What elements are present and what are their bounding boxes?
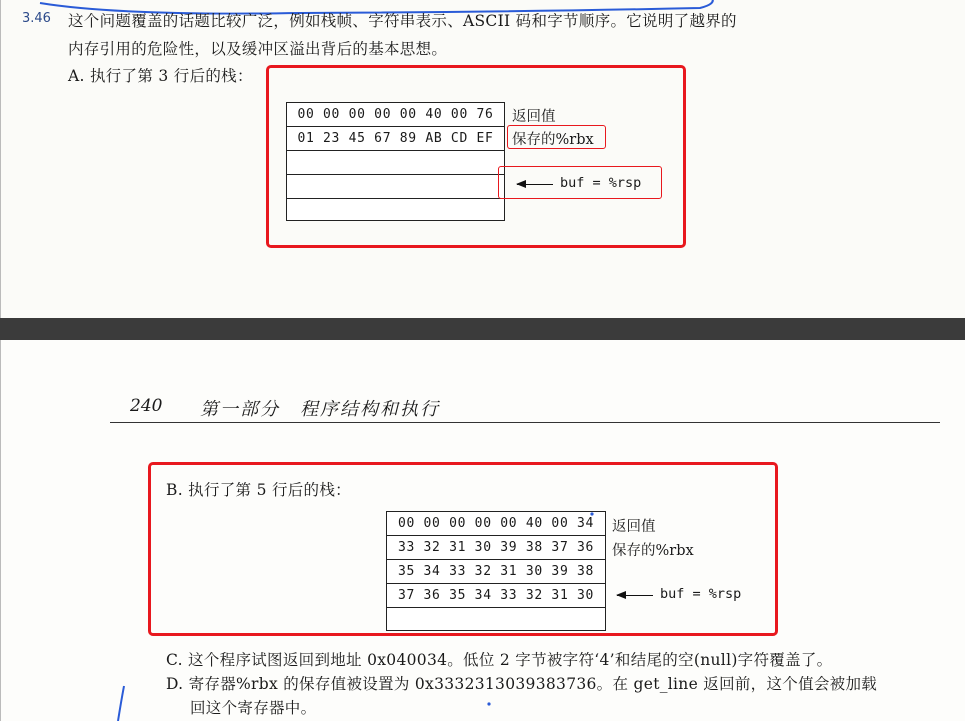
part-d-text-line1: D. 寄存器%rbx 的保存值被设置为 0x3332313039383736。在 get_line 返回前，这个值会被加载 <box>166 675 878 693</box>
pen-stroke-bottom <box>110 680 150 721</box>
part-a-stack <box>286 102 505 221</box>
page-number: 240 <box>130 396 163 416</box>
part-a-stack-row <box>287 175 504 199</box>
part-b-rbx-label: 保存的%rbx <box>612 543 694 559</box>
part-a-return-label: 返回值 <box>512 109 556 125</box>
part-b-return-label: 返回值 <box>612 519 656 535</box>
part-a-stack-row <box>287 151 504 175</box>
problem-text-line2: 内存引用的危险性，以及缓冲区溢出背后的基本思想。 <box>68 40 448 58</box>
problem-text-line1: 这个问题覆盖的话题比较广泛，例如栈帧、字符串表示、ASCII 码和字节顺序。它说明了越界的 <box>68 12 737 30</box>
part-b-stack <box>386 511 606 631</box>
part-a-rbx-label: 保存的%rbx <box>512 132 594 148</box>
part-a-stack-row <box>287 199 504 221</box>
part-b-stack-row: 00 00 00 00 00 40 00 34 <box>387 512 605 536</box>
part-b-stack-row <box>387 608 605 631</box>
part-b-buf-arrow <box>617 595 653 596</box>
part-a-stack-row: 00 00 00 00 00 40 00 76 <box>287 103 504 127</box>
part-b-buf-label: buf = %rsp <box>660 586 742 602</box>
part-d-text-line2: 回这个寄存器中。 <box>190 699 317 717</box>
part-c-text: C. 这个程序试图返回到地址 0x040034。低位 2 字节被字符‘4’和结尾的空(null)字符覆盖了。 <box>166 651 833 669</box>
part-a-buf-label: buf = %rsp <box>560 175 642 191</box>
header-rule <box>110 422 940 423</box>
problem-number: 3.46 <box>22 11 51 26</box>
part-a-stack-row: 01 23 45 67 89 AB CD EF <box>287 127 504 151</box>
part-a-title: A. 执行了第 3 行后的栈： <box>68 67 253 85</box>
part-b-stack-row: 35 34 33 32 31 30 39 38 <box>387 560 605 584</box>
chapter-title: 第一部分 程序结构和执行 <box>200 399 440 420</box>
part-b-stack-row: 37 36 35 34 33 32 31 30 <box>387 584 605 608</box>
part-a-buf-arrow <box>517 184 553 185</box>
part-b-stack-row: 33 32 31 30 39 38 37 36 <box>387 536 605 560</box>
page-divider <box>0 318 965 340</box>
part-b-title: B. 执行了第 5 行后的栈： <box>166 481 351 499</box>
